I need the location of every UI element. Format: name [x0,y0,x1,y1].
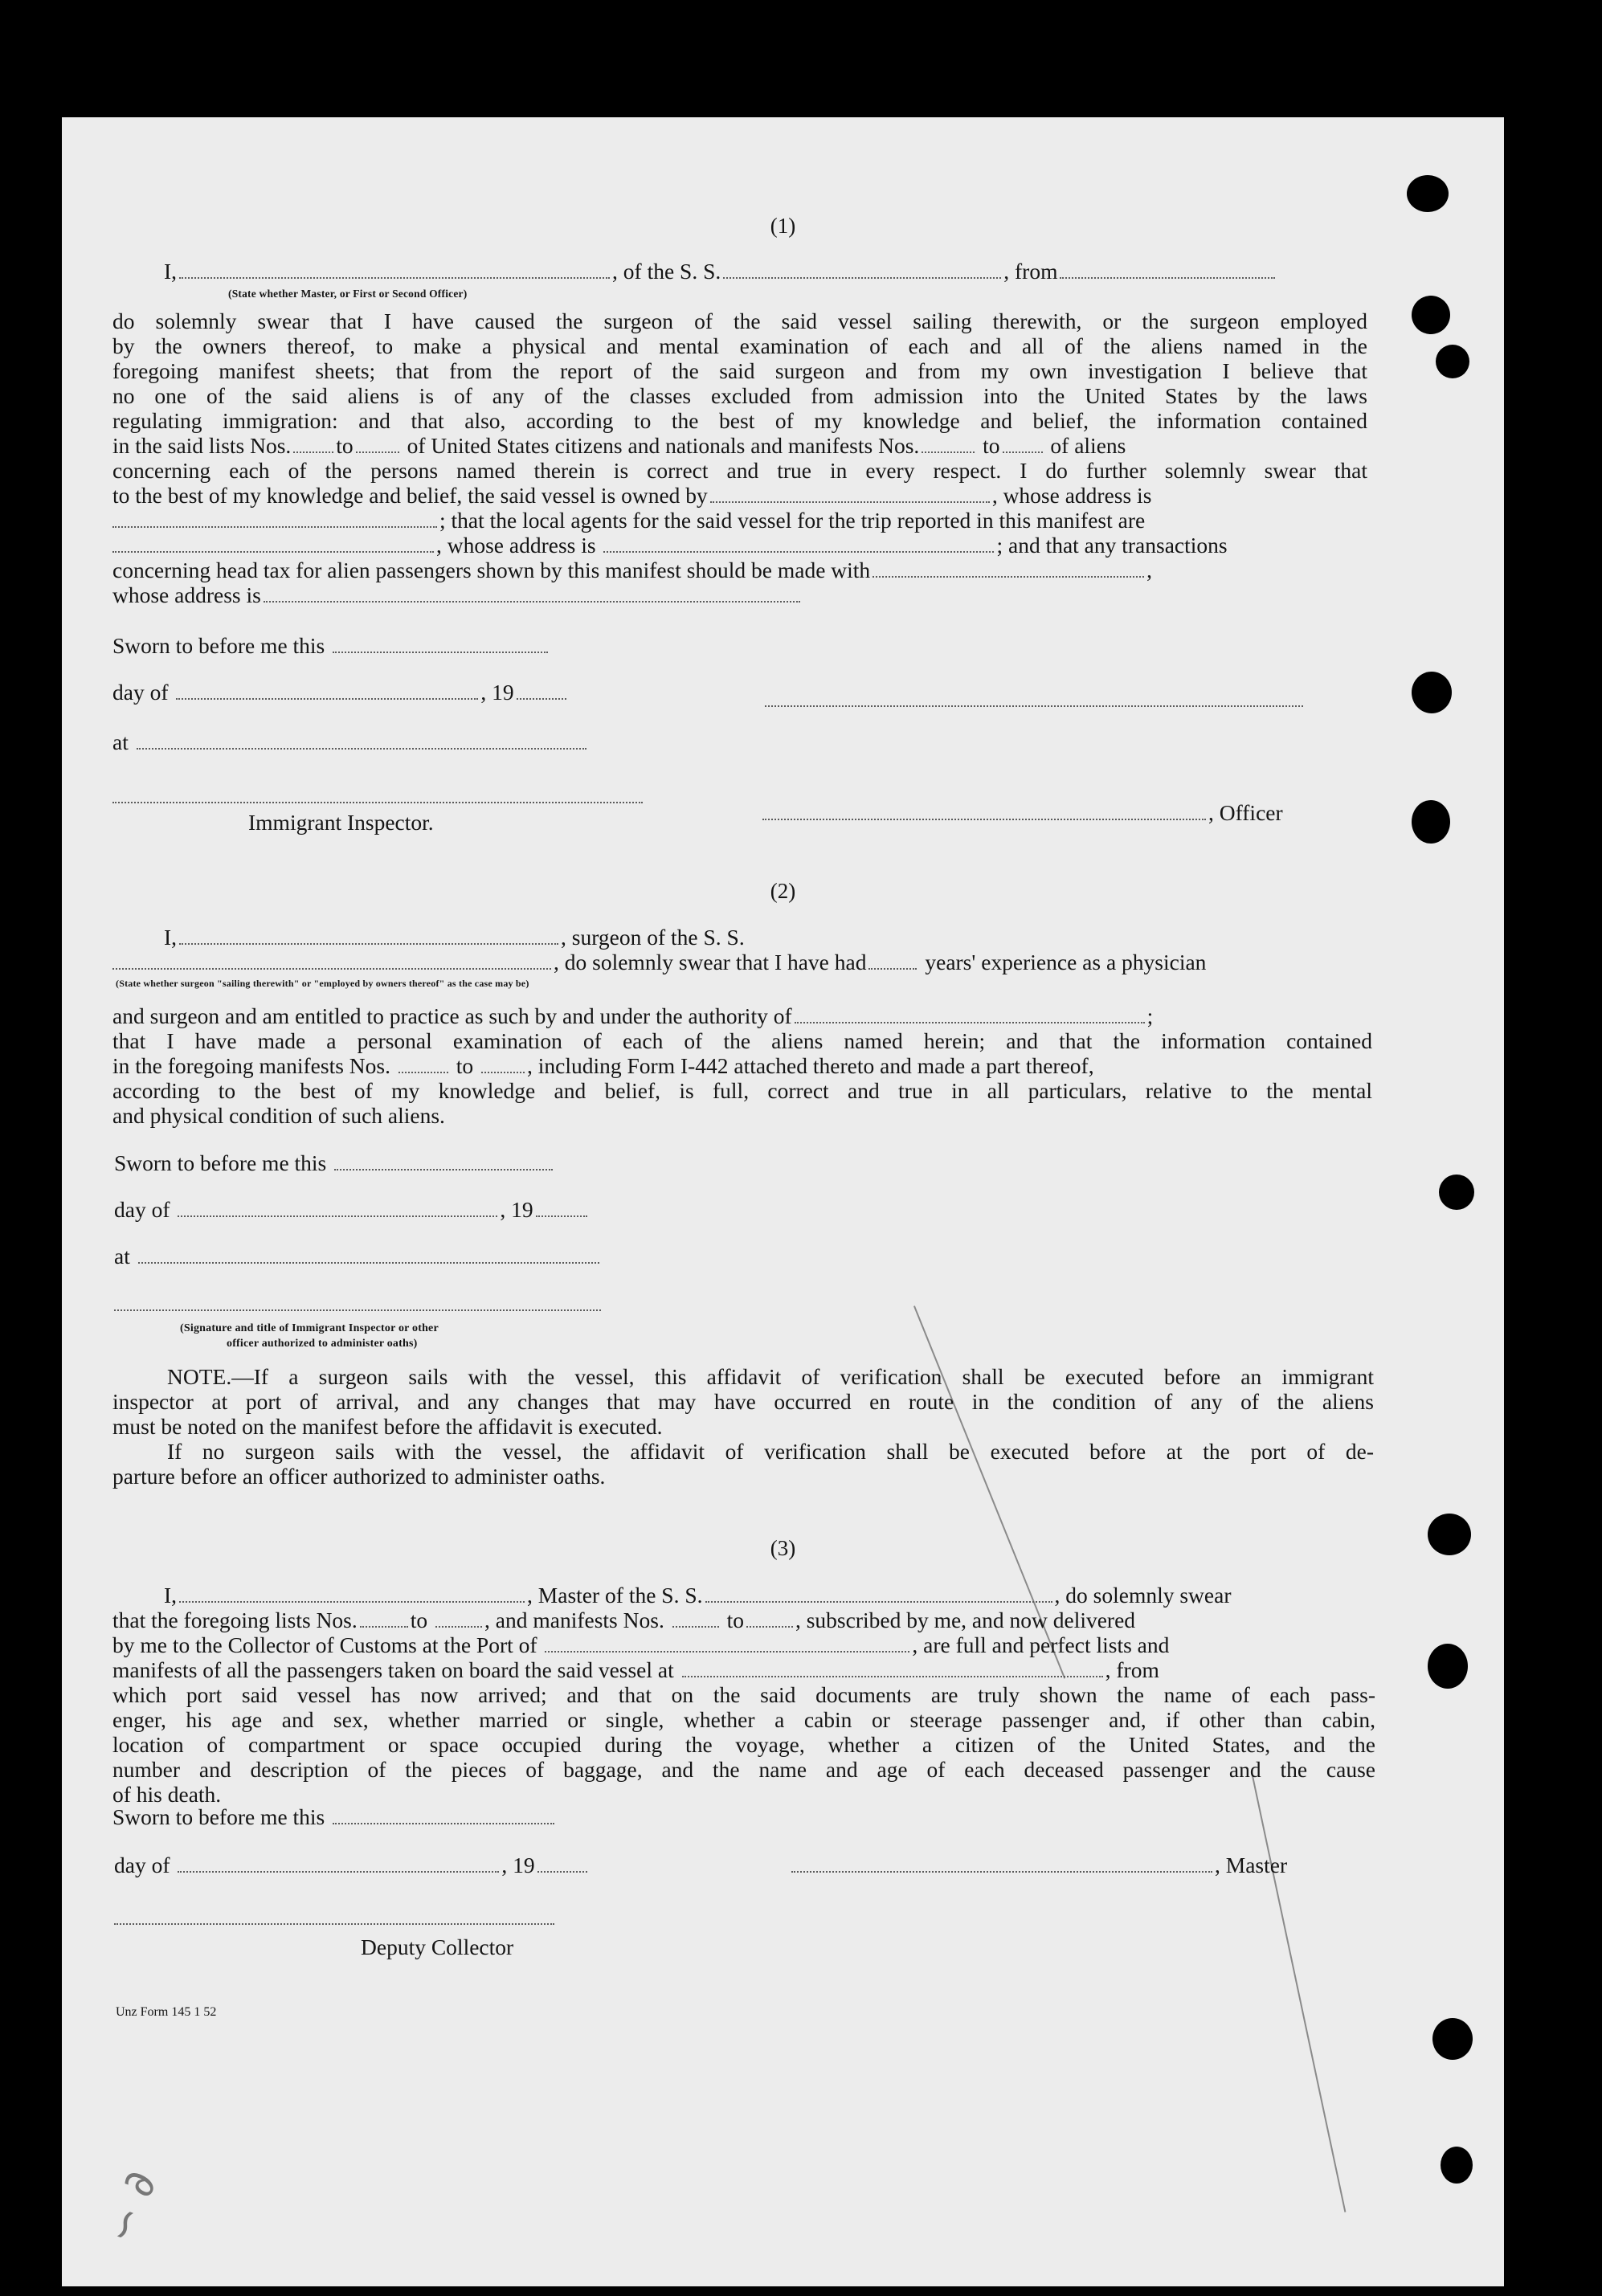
blank-field[interactable] [705,1583,1052,1603]
signature-note: (Signature and title of Immigrant Inspector or other [180,1322,439,1334]
section2-body: according to the best of my knowledge and belief, is full, correct and true in all particulars, relative to the mental [112,1078,1372,1103]
section1-whose-line: whose address is [112,582,803,607]
blank-field[interactable] [333,1805,554,1824]
section1-line1: I, , of the S. S. , from [164,259,1277,284]
affidavit-form [62,117,1504,2286]
blank-field[interactable] [264,583,800,603]
blank-field[interactable] [112,533,434,553]
field-note: (State whether surgeon "sailing therewith" or "employed by owners thereof" as the case may be) [116,978,529,989]
blank-field[interactable] [517,680,566,700]
blank-field[interactable] [179,259,610,279]
blank-field[interactable] [603,533,994,553]
signature-field[interactable] [112,784,643,803]
day-of-line: day of , 19 [114,1197,590,1222]
blank-field[interactable] [435,1608,482,1628]
section1-owned-line: to the best of my knowledge and belief, the said vessel is owned by , whose address is [112,483,1152,508]
section3-manifests-line: manifests of all the passengers taken on board the said vessel at , from [112,1657,1159,1682]
section3-last: of his death. [112,1782,222,1807]
at-line: at [114,1244,602,1269]
blank-field[interactable] [868,950,917,970]
section3-line1: I, , Master of the S. S. , do solemnly swear [164,1583,1232,1608]
signature-field[interactable] [114,1292,601,1311]
authority-line: and surgeon and am entitled to practice as such by and under the authority of ; [112,1003,1154,1028]
section-number: (1) [770,214,796,238]
section1-body2: concerning each of the persons named therein is correct and true in every respect. I do further solemnly swear that [112,458,1367,483]
blank-field[interactable] [176,680,478,700]
section-number: (2) [770,879,796,903]
note-paragraph: NOTE.—If a surgeon sails with the vessel, this affidavit of verification shall be executed before an immigrant [167,1364,1374,1389]
blank-field[interactable] [137,730,586,750]
signature-field[interactable] [791,1853,1212,1873]
blank-field[interactable] [1060,259,1275,279]
blank-field[interactable] [682,1658,1103,1677]
section2-manifests-line: in the foregoing manifests Nos. to , including Form I-442 attached thereto and made a part thereof, [112,1053,1094,1078]
blank-field[interactable] [536,1198,587,1217]
blank-field[interactable] [333,634,548,653]
note-paragraph: If no surgeon sails with the vessel, the affidavit of verification shall be executed before at the port of de- [167,1439,1374,1464]
blank-field[interactable] [112,509,437,528]
blank-field[interactable] [138,1244,599,1264]
blank-field[interactable] [112,950,551,970]
signature-field[interactable] [114,1906,554,1925]
blank-field[interactable] [723,259,1001,279]
officer-line: , Officer [762,800,1283,825]
day-of-line: day of , 19 [112,680,569,705]
signature-field[interactable] [765,688,1303,707]
blank-field[interactable] [1003,434,1043,453]
blank-field[interactable] [922,434,975,453]
inspector-label: Immigrant Inspector. [248,810,434,835]
section2-line1: I, , surgeon of the S. S. [164,925,745,950]
blank-field[interactable] [334,1151,553,1170]
blank-field[interactable] [360,1608,408,1628]
note-paragraph-last: parture before an officer authorized to administer oaths. [112,1464,606,1489]
blank-field[interactable] [746,1608,793,1628]
blank-field[interactable] [672,1608,719,1628]
field-note: (State whether Master, or First or Second Officer) [228,288,468,300]
section2-line2: , do solemnly swear that I have had years' experience as a physician [112,950,1206,974]
blank-field[interactable] [293,434,333,453]
signature-field[interactable] [762,801,1206,820]
blank-field[interactable] [179,925,558,945]
handwritten-mark: ∽ ∂ [94,2164,167,2250]
signature-note: officer authorized to administer oaths) [227,1338,418,1350]
blank-field[interactable] [356,434,399,453]
section3-collector-line: by me to the Collector of Customs at the Port of , are full and perfect lists and [112,1632,1170,1657]
section3-body: which port said vessel has now arrived; and that on the said documents are truly shown the name of each pass- enger, his age and sex, whether married or single, whether a cabin or steerage passenger and, if other than cabin, location of compartment or space occupied during the voyage, whether a citizen of the United States, and the number and description of the pieces of baggage, and the name and age of each deceased passenger and the cause [112,1682,1375,1782]
section3-lists-line: that the foregoing lists Nos. to , and manifests Nos. to , subscribed by me, and now delivered [112,1608,1136,1632]
section1-body: do solemnly swear that I have caused the surgeon of the said vessel sailing therewith, or the surgeon employed by the owners thereof, to make a physical and mental examination of each and all of the aliens named in the foregoing manifest sheets; that from the report of the said surgeon and from my own investigation I believe that no one of the said aliens is of any of the classes excluded from admission into the United States by the laws regulating immigration: and that also, according to the best of my knowledge and belief, the information contained [112,308,1367,433]
section2-personal: that I have made a personal examination of each of the aliens named herein; and that the information contained [112,1028,1372,1053]
blank-field[interactable] [710,484,990,503]
blank-field[interactable] [795,1004,1145,1023]
section2-last: and physical condition of such aliens. [112,1103,445,1128]
section1-headtax-line: concerning head tax for alien passengers shown by this manifest should be made with , [112,558,1153,582]
blank-field[interactable] [873,558,1144,578]
section1-address-line: , whose address is ; and that any transactions [112,533,1228,558]
form-number: Unz Form 145 1 52 [116,2005,217,2019]
day-of-line: day of , 19 [114,1853,590,1877]
document-page [62,117,1504,2286]
blank-field[interactable] [178,1853,499,1873]
master-line: , Master [791,1853,1287,1877]
blank-field[interactable] [178,1198,497,1217]
section-number: (3) [770,1536,796,1560]
sworn-line: Sworn to before me this [112,1804,557,1829]
blank-field[interactable] [179,1583,525,1603]
blank-field[interactable] [537,1853,587,1873]
note-paragraph-last: must be noted on the manifest before the affidavit is executed. [112,1414,663,1439]
blank-field[interactable] [398,1054,448,1073]
at-line: at [112,729,589,754]
blank-field[interactable] [481,1054,525,1073]
note-paragraph: inspector at port of arrival, and any changes that may have occurred en route in the condition of any of the aliens [112,1389,1374,1414]
sworn-line: Sworn to before me this [112,633,550,658]
blank-field[interactable] [545,1633,909,1653]
sworn-line: Sworn to before me this [114,1150,555,1175]
deputy-collector-label: Deputy Collector [361,1934,514,1959]
section1-agents-line: ; that the local agents for the said vessel for the trip reported in this manifest are [112,508,1145,533]
section1-lists-line: in the said lists Nos. to of United States citizens and nationals and manifests Nos. to of aliens [112,433,1126,458]
